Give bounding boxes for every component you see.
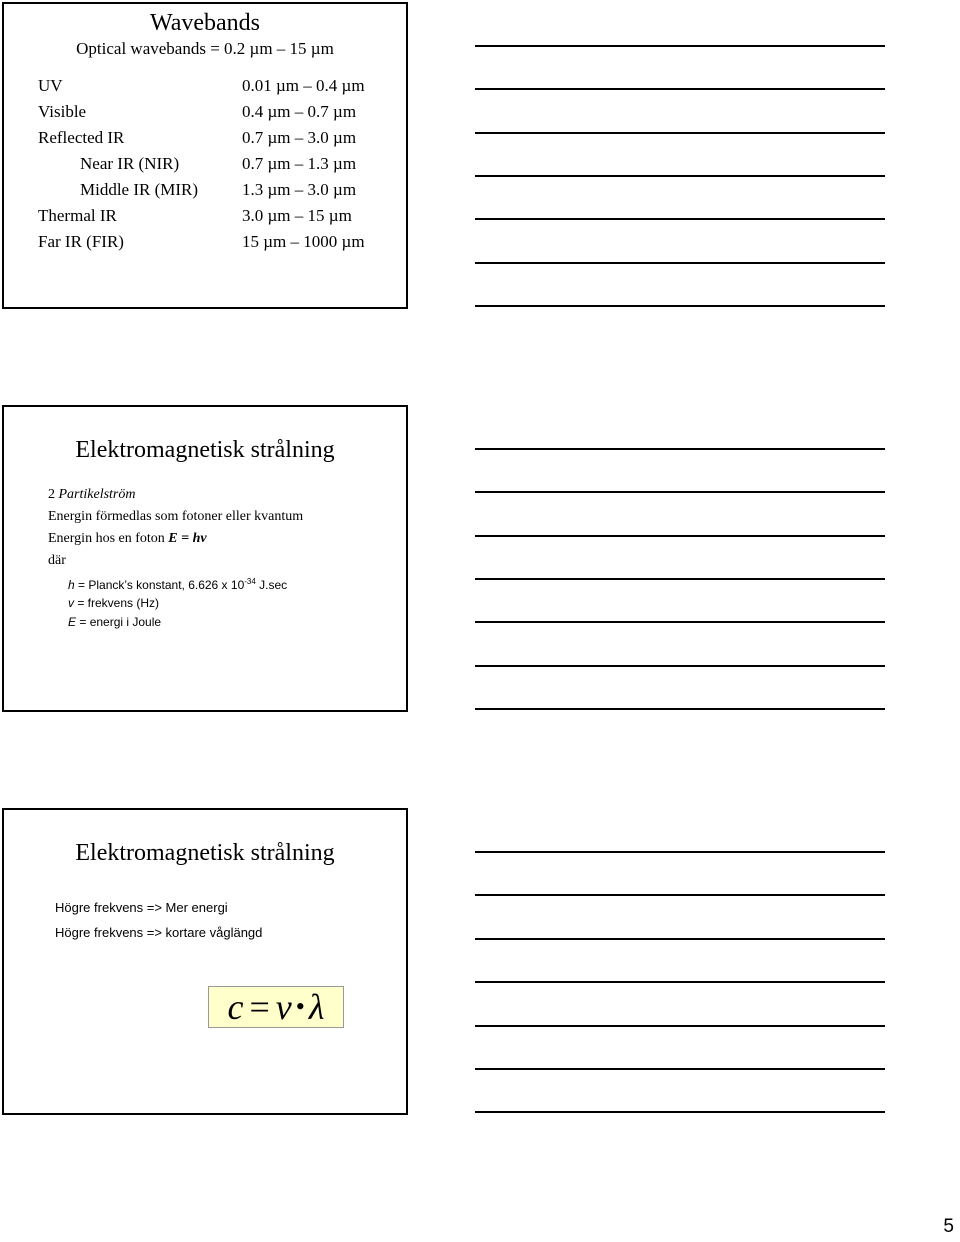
note-line — [475, 708, 885, 710]
waveband-range: 0.01 µm – 0.4 µm — [242, 76, 365, 95]
note-line — [475, 621, 885, 623]
waveband-label: UV — [38, 76, 63, 95]
slide-subtitle: Optical wavebands = 0.2 µm – 15 µm — [76, 39, 334, 58]
note-line — [475, 448, 885, 450]
waveband-label: Visible — [38, 102, 87, 121]
definition-e — [68, 615, 161, 629]
note-line — [475, 132, 885, 134]
waveband-range: 0.4 µm – 0.7 µm — [242, 102, 357, 121]
note-line — [475, 305, 885, 307]
note-line — [475, 88, 885, 90]
page-number: 5 — [943, 1216, 954, 1237]
note-line — [475, 894, 885, 896]
formula-lambda: λ — [308, 987, 325, 1027]
unit: J.sec — [255, 578, 288, 592]
note-line — [475, 175, 885, 177]
symbol: h — [68, 578, 75, 592]
waveband-range: 3.0 µm – 15 µm — [242, 206, 352, 225]
waveband-label: Far IR (FIR) — [38, 232, 124, 251]
note-line — [475, 1025, 885, 1027]
bullet-line — [48, 487, 136, 503]
slide-wavebands — [2, 2, 408, 309]
note-line — [475, 1068, 885, 1070]
waveband-range: 15 µm – 1000 µm — [242, 232, 365, 251]
text-line: Högre frekvens => kortare våglängd — [55, 925, 263, 940]
text-line: Energin förmedlas som fotoner eller kvantum — [48, 509, 304, 524]
note-line — [475, 665, 885, 667]
waveband-range: 1.3 µm – 3.0 µm — [242, 180, 357, 199]
text-line: där — [48, 553, 66, 568]
bullet-marker: 2 — [48, 487, 55, 502]
note-line — [475, 578, 885, 580]
slide-title: Elektromagnetisk strålning — [75, 840, 335, 866]
definition-h — [68, 577, 287, 592]
note-line — [475, 938, 885, 940]
formula-equals: = — [249, 987, 270, 1027]
slide-title: Elektromagnetisk strålning — [75, 437, 335, 463]
inline-formula: E = hv — [168, 531, 207, 546]
note-line — [475, 218, 885, 220]
formula-box — [208, 986, 344, 1028]
waveband-range: 0.7 µm – 1.3 µm — [242, 154, 357, 173]
note-line — [475, 45, 885, 47]
formula-dot: • — [295, 992, 305, 1021]
note-line — [475, 1111, 885, 1113]
slide-elektromagnetisk-2 — [2, 808, 408, 1115]
waveband-label: Reflected IR — [38, 128, 125, 147]
symbol: v — [68, 596, 74, 610]
formula-c: c — [227, 987, 244, 1027]
text-prefix: Energin hos en foton — [48, 531, 169, 546]
note-line — [475, 981, 885, 983]
note-line — [475, 851, 885, 853]
slide-title: Wavebands — [149, 10, 261, 36]
exponent: -34 — [244, 577, 256, 586]
definition-v — [68, 596, 159, 610]
slide-elektromagnetisk-1 — [2, 405, 408, 712]
text-line — [48, 531, 207, 547]
note-line — [475, 491, 885, 493]
waveband-label: Thermal IR — [38, 206, 117, 225]
symbol: E — [68, 615, 77, 629]
definition-text: = Planck’s konstant, 6.626 x 10 — [74, 578, 245, 592]
definition-text: = frekvens (Hz) — [74, 596, 160, 610]
note-line — [475, 535, 885, 537]
formula-v: v — [275, 987, 292, 1027]
text-line: Högre frekvens => Mer energi — [55, 900, 228, 915]
waveband-range: 0.7 µm – 3.0 µm — [242, 128, 357, 147]
bullet-text: Partikelström — [58, 487, 136, 502]
definition-text: = energi i Joule — [76, 615, 162, 629]
waveband-label: Near IR (NIR) — [80, 154, 180, 173]
note-line — [475, 262, 885, 264]
waveband-label: Middle IR (MIR) — [80, 180, 199, 199]
